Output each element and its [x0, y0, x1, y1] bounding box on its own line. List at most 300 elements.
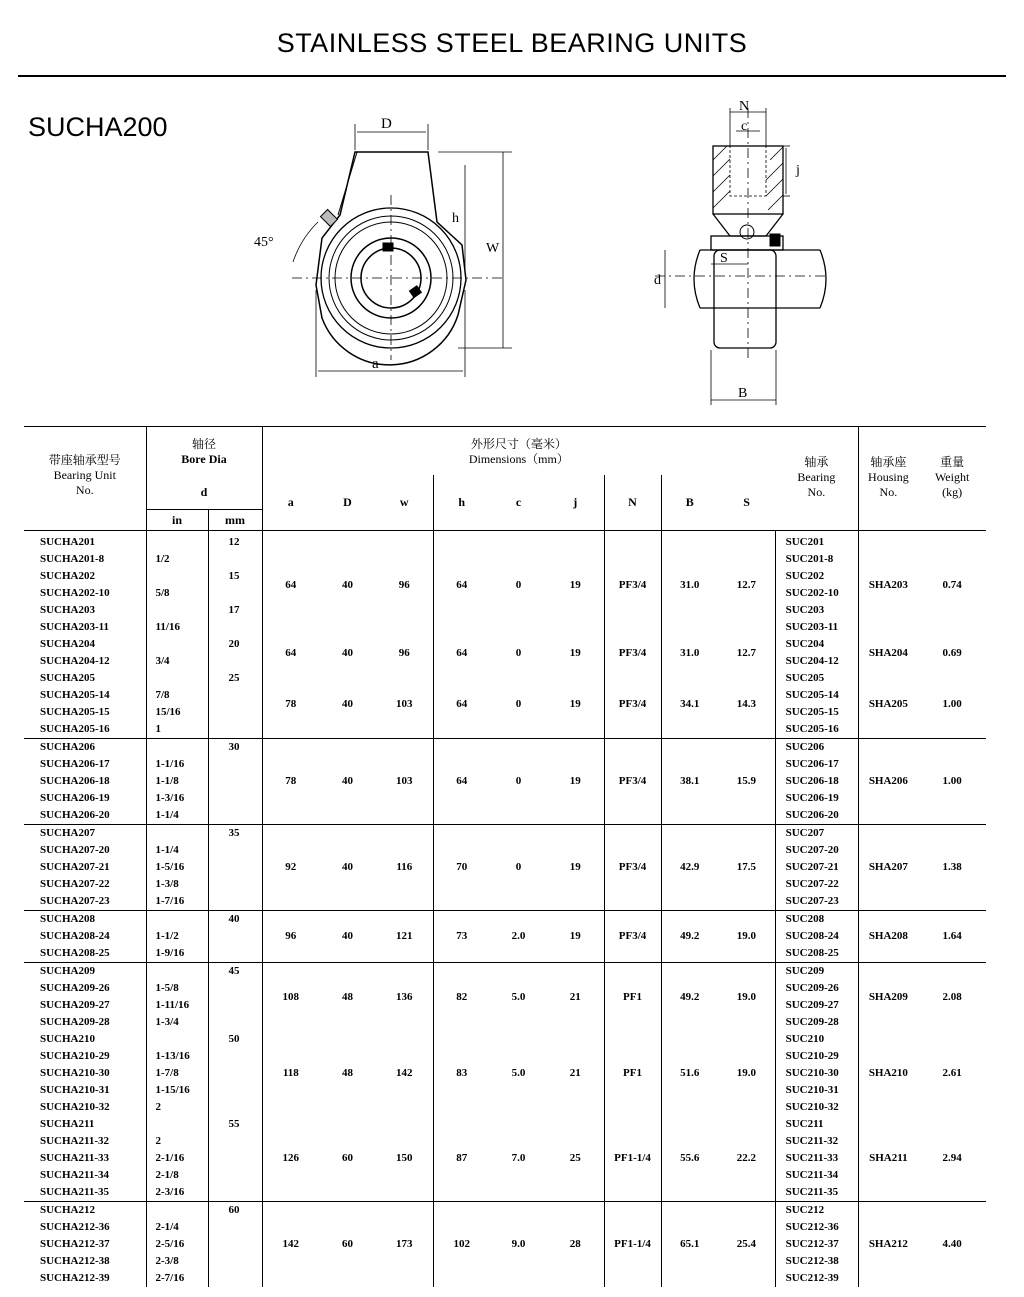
- dim-S-cell: 12.7: [736, 646, 756, 659]
- unit-no-cell: SUCHA212-39: [40, 1272, 110, 1284]
- header-wt-cn: 重量: [940, 455, 965, 469]
- header-mm: mm: [208, 510, 262, 531]
- bore-in-cell: [146, 739, 208, 757]
- bore-in-cell: 1/2: [146, 551, 208, 568]
- housing-no-cell: SHA212: [858, 1202, 918, 1288]
- bearing-no-cell: SUC212-38: [775, 1253, 858, 1270]
- bearing-no-cell: SUC205-16: [775, 721, 858, 739]
- bearing-no-cell: SUC210-31: [775, 1082, 858, 1099]
- dim-S-cell: 17.5: [718, 825, 775, 911]
- bore-mm-cell: [208, 859, 262, 876]
- bearing-no-cell: SUC201: [775, 531, 858, 552]
- weight-cell: 1.00: [942, 697, 962, 710]
- bore-mm-cell: [208, 1184, 262, 1202]
- weight-cell: 0.69: [942, 646, 962, 659]
- bore-mm-cell: [208, 1236, 262, 1253]
- bore-in-cell: 1-1/8: [146, 773, 208, 790]
- bore-in-cell: 2-1/16: [146, 1150, 208, 1167]
- bearing-no-cell: SUC212: [775, 1202, 858, 1220]
- dim-w-cell: 121: [376, 911, 433, 963]
- bore-in-cell: 2: [146, 1133, 208, 1150]
- bore-in-cell: 1-1/16: [146, 756, 208, 773]
- bore-in-cell: 5/8: [146, 585, 208, 602]
- dim-label-B: B: [738, 386, 748, 401]
- unit-no-cell: SUCHA202: [40, 570, 96, 582]
- dim-h-cell: 83: [433, 1031, 490, 1116]
- bore-in-cell: 1-3/16: [146, 790, 208, 807]
- dim-h-cell: 82: [433, 963, 490, 1032]
- unit-no-cell: SUCHA211-35: [40, 1186, 110, 1198]
- bore-mm-cell: [208, 1133, 262, 1150]
- dim-c-cell: 2.0: [490, 911, 547, 963]
- dim-w-cell: 150: [396, 1152, 413, 1164]
- dim-B-cell: 34.1: [661, 670, 718, 739]
- weight-cell: 1.64: [918, 911, 986, 963]
- bearing-no-cell: SUC207-22: [775, 876, 858, 893]
- dim-B-cell: 65.1: [661, 1202, 718, 1288]
- dim-D-cell: 60: [319, 1202, 376, 1288]
- header-brg-cn: 轴承: [804, 455, 829, 469]
- bore-mm-cell: 20: [208, 636, 262, 653]
- dim-a-cell: 96: [262, 911, 319, 963]
- weight-cell: 2.94: [942, 1152, 962, 1164]
- bore-mm-cell: [208, 1150, 262, 1167]
- bore-mm-cell: [208, 551, 262, 568]
- header-in: in: [146, 510, 208, 531]
- housing-no-cell: SHA211: [858, 1116, 918, 1202]
- dim-h-cell: 64: [433, 739, 490, 825]
- bore-in-cell: [146, 963, 208, 981]
- bore-in-cell: 2-1/8: [146, 1167, 208, 1184]
- dim-c-cell: 9.0: [490, 1202, 547, 1288]
- unit-no-cell: SUCHA201: [40, 536, 96, 548]
- bore-mm-cell: [208, 928, 262, 945]
- bore-in-cell: 1: [146, 721, 208, 739]
- bore-in-cell: 2-1/4: [146, 1219, 208, 1236]
- header-unit-cn: 带座轴承型号: [48, 453, 121, 467]
- unit-no-cell: SUCHA209: [24, 963, 146, 981]
- bore-mm-cell: 55: [208, 1116, 262, 1133]
- unit-no-cell: SUCHA212-38: [40, 1255, 110, 1267]
- dim-D-cell: 40: [319, 911, 376, 963]
- bearing-no-cell: SUC201-8: [775, 551, 858, 568]
- dim-w-cell: 103: [376, 739, 433, 825]
- housing-no-cell: SHA203: [858, 531, 918, 637]
- bore-mm-cell: [208, 1065, 262, 1082]
- dim-label-j: j: [796, 163, 800, 178]
- bearing-no-cell: SUC205-14: [775, 687, 858, 704]
- bearing-no-cell: SUC203: [775, 602, 858, 619]
- dim-B-cell: 49.2: [661, 963, 718, 1032]
- header-housing-no: [858, 427, 918, 531]
- header-wt-en2: (kg): [942, 485, 963, 499]
- bore-in-cell: 15/16: [146, 704, 208, 721]
- header-j: j: [573, 495, 578, 509]
- unit-no-cell: SUCHA201-8: [40, 553, 105, 565]
- bore-mm-cell: 35: [208, 825, 262, 843]
- bore-mm-cell: [208, 790, 262, 807]
- dim-c-cell: 5.0: [490, 963, 547, 1032]
- bearing-no-cell: SUC206: [775, 739, 858, 757]
- unit-no-cell: SUCHA209-27: [40, 999, 110, 1011]
- bore-mm-cell: [208, 842, 262, 859]
- weight-cell: 0.74: [942, 578, 962, 591]
- table-row: [24, 1031, 986, 1048]
- model-title: SUCHA200: [28, 112, 168, 142]
- bore-in-cell: 1-3/8: [146, 876, 208, 893]
- bore-in-cell: 1-13/16: [146, 1048, 208, 1065]
- bore-mm-cell: 12: [208, 531, 262, 552]
- unit-no-cell: SUCHA204-12: [40, 655, 110, 667]
- bore-in-cell: 1-5/16: [146, 859, 208, 876]
- bearing-no-cell: SUC205-15: [775, 704, 858, 721]
- dim-B-cell: 31.0: [661, 531, 718, 637]
- header-N: N: [604, 475, 661, 531]
- bearing-no-cell: SUC211-33: [775, 1150, 858, 1167]
- header-unit-en2: No.: [75, 483, 94, 497]
- bore-in-cell: 1-1/2: [146, 928, 208, 945]
- dim-D-cell: 48: [342, 1067, 354, 1079]
- dim-D-cell: 40: [342, 578, 354, 591]
- unit-no-cell: SUCHA211-32: [40, 1135, 110, 1147]
- bore-in-cell: [146, 531, 208, 552]
- dim-j-cell: 19: [569, 646, 581, 659]
- bearing-no-cell: SUC212-39: [775, 1270, 858, 1287]
- weight-cell: 2.61: [942, 1067, 962, 1079]
- dim-D-cell: 40: [319, 739, 376, 825]
- header-unit-en1: Bearing Unit: [53, 468, 116, 482]
- bearing-no-cell: SUC210-30: [775, 1065, 858, 1082]
- bore-in-cell: [146, 1202, 208, 1220]
- dim-h-cell: 102: [433, 1202, 490, 1288]
- dim-N-cell: PF3/4: [604, 636, 661, 670]
- housing-no-cell: SHA206: [858, 739, 918, 825]
- table-row: [24, 911, 986, 929]
- bore-in-cell: 1-9/16: [146, 945, 208, 963]
- header-dimensions: [262, 427, 775, 476]
- bore-in-cell: [146, 568, 208, 585]
- bearing-no-cell: SUC207: [775, 825, 858, 843]
- bearing-no-cell: SUC208-25: [775, 945, 858, 963]
- bore-in-cell: 2-7/16: [146, 1270, 208, 1287]
- bearing-no-cell: SUC205: [775, 670, 858, 687]
- header-D: D: [343, 495, 352, 509]
- weight-cell: 2.08: [918, 963, 986, 1032]
- bore-mm-cell: 50: [208, 1031, 262, 1048]
- dim-B-cell: 42.9: [661, 825, 718, 911]
- dim-h-cell: 87: [433, 1116, 490, 1202]
- unit-no-cell: SUCHA203-11: [40, 621, 110, 633]
- bearing-no-cell: SUC211-35: [775, 1184, 858, 1202]
- dim-w-cell: 96: [398, 578, 410, 591]
- bore-mm-cell: 45: [208, 963, 262, 981]
- bearing-no-cell: SUC209-26: [775, 980, 858, 997]
- dim-h-cell: 70: [433, 825, 490, 911]
- dim-label-angle: 45°: [254, 235, 274, 250]
- dim-j-cell: 19: [569, 578, 581, 591]
- table-row: [24, 1116, 986, 1133]
- bearing-no-cell: SUC212-37: [775, 1236, 858, 1253]
- bore-mm-cell: [208, 876, 262, 893]
- bearing-no-cell: SUC204-12: [775, 653, 858, 670]
- dim-D-cell: 40: [319, 825, 376, 911]
- dim-w-cell: 96: [398, 646, 410, 659]
- bore-mm-cell: [208, 585, 262, 602]
- bore-in-cell: 1-1/4: [146, 842, 208, 859]
- dim-j-cell: 19: [547, 739, 604, 825]
- bore-mm-cell: [208, 1167, 262, 1184]
- side-view-drawing: [0, 0, 1024, 420]
- dim-N-cell: PF1: [604, 963, 661, 1032]
- dim-B-cell: 31.0: [661, 636, 718, 670]
- unit-no-cell: SUCHA207-22: [40, 878, 110, 890]
- dim-label-h: h: [452, 211, 459, 226]
- dim-j-cell: 21: [569, 1067, 581, 1079]
- bearing-no-cell: SUC211: [775, 1116, 858, 1133]
- dim-B-cell: 49.2: [661, 911, 718, 963]
- dim-a-cell: 118: [262, 1031, 319, 1116]
- dim-label-D: D: [381, 116, 392, 132]
- dim-w-cell: 103: [396, 697, 413, 710]
- bearing-no-cell: SUC210-32: [775, 1099, 858, 1116]
- unit-no-cell: SUCHA210-32: [40, 1101, 110, 1113]
- dim-j-cell: 21: [547, 963, 604, 1032]
- unit-no-cell: SUCHA208-25: [40, 947, 110, 959]
- header-hsg-en2: No.: [879, 485, 898, 499]
- dim-c-cell: 0: [490, 739, 547, 825]
- dim-D-cell: 40: [342, 697, 354, 710]
- bore-in-cell: 7/8: [146, 687, 208, 704]
- bore-in-cell: 2-5/16: [146, 1236, 208, 1253]
- dim-h-cell: 64: [433, 531, 490, 637]
- dim-a-cell: 78: [262, 670, 319, 739]
- dim-a-cell: 108: [262, 963, 319, 1032]
- dim-S-cell: 12.7: [736, 578, 756, 591]
- unit-no-cell: SUCHA205: [40, 672, 96, 684]
- unit-no-cell: SUCHA205-14: [40, 689, 110, 701]
- bore-mm-cell: 30: [208, 739, 262, 757]
- housing-no-cell: SHA204: [858, 636, 918, 670]
- unit-no-cell: SUCHA205-16: [40, 723, 110, 735]
- unit-no-cell: SUCHA212-36: [40, 1221, 110, 1233]
- dim-a-cell: 142: [262, 1202, 319, 1288]
- bearing-no-cell: SUC210: [775, 1031, 858, 1048]
- bearing-no-cell: SUC206-18: [775, 773, 858, 790]
- dim-N-cell: PF1: [604, 1031, 661, 1116]
- bore-in-cell: [146, 825, 208, 843]
- unit-no-cell: SUCHA209-26: [40, 982, 110, 994]
- bearing-no-cell: SUC211-34: [775, 1167, 858, 1184]
- dim-a-cell: 92: [262, 825, 319, 911]
- dim-N-cell: PF3/4: [604, 670, 661, 739]
- bearing-no-cell: SUC206-19: [775, 790, 858, 807]
- unit-no-cell: SUCHA210-29: [40, 1050, 110, 1062]
- dim-c-cell: 7.0: [511, 1152, 526, 1164]
- dim-D-cell: 40: [342, 646, 354, 659]
- header-dims-cn: 外形尺寸（毫米）: [470, 437, 567, 451]
- bore-mm-cell: [208, 721, 262, 739]
- header-d: d: [146, 475, 262, 510]
- bore-in-cell: 1-3/4: [146, 1014, 208, 1031]
- bearing-no-cell: SUC212-36: [775, 1219, 858, 1236]
- header-brg-en1: Bearing: [797, 470, 836, 484]
- unit-no-cell: SUCHA207-23: [40, 895, 110, 907]
- unit-no-cell: SUCHA206-19: [40, 792, 110, 804]
- dim-S-cell: 14.3: [736, 697, 756, 710]
- bearing-no-cell: SUC206-17: [775, 756, 858, 773]
- bearing-no-cell: SUC207-20: [775, 842, 858, 859]
- dim-N-cell: PF3/4: [604, 825, 661, 911]
- bore-mm-cell: [208, 773, 262, 790]
- bore-in-cell: [146, 911, 208, 929]
- bore-mm-cell: 15: [208, 568, 262, 585]
- housing-no-cell: SHA207: [858, 825, 918, 911]
- dim-label-c: c: [741, 119, 748, 134]
- housing-no-cell: SHA208: [858, 911, 918, 963]
- bore-mm-cell: [208, 704, 262, 721]
- header-bore-dia: [146, 427, 262, 476]
- bore-mm-cell: 40: [208, 911, 262, 929]
- header-w: w: [399, 495, 409, 509]
- unit-no-cell: SUCHA206-20: [40, 809, 110, 821]
- bore-mm-cell: [208, 945, 262, 963]
- dim-N-cell: PF3/4: [604, 911, 661, 963]
- housing-no-cell: SHA205: [858, 670, 918, 739]
- bore-in-cell: [146, 1031, 208, 1048]
- bore-in-cell: 11/16: [146, 619, 208, 636]
- dim-j-cell: 19: [547, 825, 604, 911]
- dim-S-cell: 22.2: [736, 1152, 756, 1164]
- dim-a-cell: 64: [262, 531, 319, 637]
- dim-S-cell: 19.0: [736, 1067, 756, 1079]
- header-wt-en1: Weight: [934, 470, 970, 484]
- bore-mm-cell: [208, 1014, 262, 1031]
- unit-no-cell: SUCHA211: [40, 1118, 95, 1130]
- unit-no-cell: SUCHA208-24: [40, 930, 110, 942]
- unit-no-cell: SUCHA205-15: [40, 706, 110, 718]
- bore-mm-cell: [208, 1048, 262, 1065]
- unit-no-cell: SUCHA210: [40, 1033, 96, 1045]
- unit-no-cell: SUCHA210-31: [40, 1084, 110, 1096]
- table-row: [24, 636, 986, 653]
- bearing-no-cell: SUC202: [775, 568, 858, 585]
- dim-c-cell: 0: [515, 646, 522, 659]
- bearing-no-cell: SUC202-10: [775, 585, 858, 602]
- table-row: [24, 1202, 986, 1220]
- header-c: c: [515, 495, 522, 509]
- bearing-no-cell: SUC204: [775, 636, 858, 653]
- unit-no-cell: SUCHA206: [24, 739, 146, 757]
- bore-in-cell: [146, 602, 208, 619]
- dim-a-cell: 126: [262, 1116, 319, 1202]
- unit-no-cell: SUCHA211-34: [40, 1169, 110, 1181]
- dim-N-cell: PF1-1/4: [604, 1202, 661, 1288]
- unit-no-cell: SUCHA206-18: [40, 775, 110, 787]
- header-h: h: [433, 475, 490, 531]
- header-dims-en: Dimensions（mm）: [468, 452, 569, 466]
- bore-mm-cell: 60: [208, 1202, 262, 1220]
- dim-S-cell: 25.4: [718, 1202, 775, 1288]
- bore-mm-cell: 25: [208, 670, 262, 687]
- bore-mm-cell: [208, 997, 262, 1014]
- bore-mm-cell: [208, 653, 262, 670]
- section-bearing: [711, 225, 783, 348]
- bearing-no-cell: SUC210-29: [775, 1048, 858, 1065]
- bore-in-cell: [146, 1116, 208, 1133]
- dim-c-cell: 0: [515, 697, 522, 710]
- bore-in-cell: 1-1/4: [146, 807, 208, 825]
- dim-S-cell: 15.9: [718, 739, 775, 825]
- unit-no-cell: SUCHA203: [40, 604, 96, 616]
- dim-N-cell: PF3/4: [604, 531, 661, 637]
- bore-mm-cell: [208, 1099, 262, 1116]
- dim-label-d: d: [654, 273, 661, 288]
- bearing-no-cell: SUC208: [775, 911, 858, 929]
- housing-no-cell: SHA210: [858, 1031, 918, 1116]
- unit-no-cell: SUCHA208: [24, 911, 146, 929]
- bore-mm-cell: [208, 687, 262, 704]
- bore-mm-cell: [208, 807, 262, 825]
- table-row: [24, 531, 986, 552]
- dim-N-cell: PF3/4: [604, 739, 661, 825]
- bore-mm-cell: [208, 980, 262, 997]
- dim-c-cell: 0: [490, 825, 547, 911]
- unit-no-cell: SUCHA206-17: [40, 758, 110, 770]
- housing-no-cell: SHA209: [858, 963, 918, 1032]
- bearing-no-cell: SUC209-28: [775, 1014, 858, 1031]
- bearing-no-cell: SUC208-24: [775, 928, 858, 945]
- bearing-no-cell: SUC211-32: [775, 1133, 858, 1150]
- unit-no-cell: SUCHA207: [24, 825, 146, 843]
- dim-h-cell: 73: [433, 911, 490, 963]
- bearing-no-cell: SUC209: [775, 963, 858, 981]
- dim-w-cell: 142: [396, 1067, 413, 1079]
- dim-label-S: S: [720, 251, 728, 266]
- dim-j-cell: 28: [547, 1202, 604, 1288]
- bearing-no-cell: SUC209-27: [775, 997, 858, 1014]
- bore-in-cell: 1-15/16: [146, 1082, 208, 1099]
- specifications-table: [24, 426, 986, 1287]
- dim-w-cell: 136: [376, 963, 433, 1032]
- weight-cell: 4.40: [918, 1202, 986, 1288]
- bore-mm-cell: [208, 1082, 262, 1099]
- weight-cell: 1.00: [918, 739, 986, 825]
- page-title: STAINLESS STEEL BEARING UNITS: [276, 28, 748, 58]
- bore-in-cell: 1-11/16: [146, 997, 208, 1014]
- unit-no-cell: SUCHA207-20: [40, 844, 110, 856]
- dim-c-cell: 5.0: [511, 1067, 526, 1079]
- dim-a-cell: 64: [262, 636, 319, 670]
- dim-N-cell: PF1-1/4: [604, 1116, 661, 1202]
- bore-in-cell: [146, 636, 208, 653]
- table-row: [24, 963, 986, 981]
- dim-w-cell: 173: [376, 1202, 433, 1288]
- dim-label-W: W: [486, 241, 500, 256]
- unit-no-cell: SUCHA204: [40, 638, 96, 650]
- dim-S-cell: 19.0: [718, 963, 775, 1032]
- bore-in-cell: 1-7/8: [146, 1065, 208, 1082]
- dim-c-cell: 0: [515, 578, 522, 591]
- unit-no-cell: SUCHA212-37: [40, 1238, 110, 1250]
- bore-in-cell: 1-5/8: [146, 980, 208, 997]
- dim-D-cell: 48: [319, 963, 376, 1032]
- bore-mm-cell: 17: [208, 602, 262, 619]
- bore-in-cell: 3/4: [146, 653, 208, 670]
- header-bore-cn: 轴径: [192, 437, 217, 451]
- bearing-no-cell: SUC203-11: [775, 619, 858, 636]
- unit-no-cell: SUCHA211-33: [40, 1152, 110, 1164]
- dim-B-cell: 38.1: [661, 739, 718, 825]
